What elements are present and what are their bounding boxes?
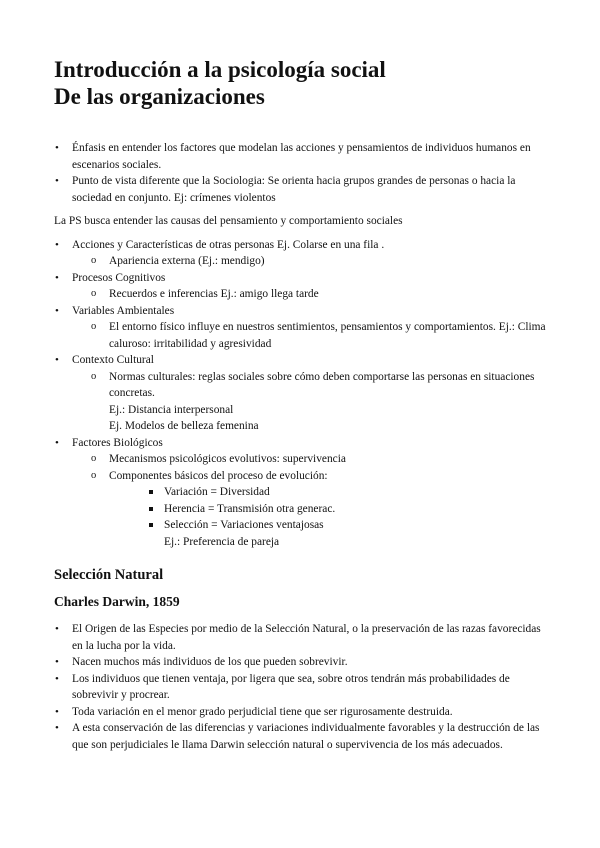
factor-item [54, 352, 550, 435]
evolution-component: Variación = Diversidad [109, 484, 550, 501]
evolution-component-text: Selección = Variaciones ventajosas [164, 519, 324, 531]
intro-bullet: • Énfasis en entender los factores que modelan las acciones y pensamientos de individuos humanos en escenarios sociales. [54, 140, 550, 173]
factor-label: Variables Ambientales [72, 304, 175, 317]
factor-sublist [72, 286, 550, 303]
factor-subitem [72, 369, 550, 435]
factor-subitem [72, 468, 550, 551]
factor-subitem: o Mecanismos psicológicos evolutivos: supervivencia [72, 451, 550, 468]
factor-label: Contexto Cultural [72, 354, 154, 366]
factor-subitem: o El entorno físico influye en nuestros sentimientos, pensamientos y comportamientos. Ej.: Clima caluroso: irritabilidad y agresividad [72, 319, 550, 352]
factor-sublist [72, 253, 550, 270]
factors-list [54, 237, 550, 551]
factor-subitem-text: Normas culturales: reglas sociales sobre cómo deben comportarse las personas en situaciones concretas. [109, 370, 535, 399]
title-line-1: Introducción a la psicología social [54, 57, 386, 82]
darwin-bullet: • El Origen de las Especies por medio de la Selección Natural, o la preservación de las razas favorecidas en la lucha por la vida. [54, 621, 550, 654]
ps-statement: La PS busca entender las causas del pensamiento y comportamiento sociales [54, 215, 403, 227]
factor-label: Acciones y Características de otras personas Ej. Colarse en una fila . [72, 238, 385, 251]
darwin-bullet: • A esta conservación de las diferencias y variaciones individualmente favorables y la destrucción de las que son perjudiciales le llama Darwin selección natural o supervivencia de los más adecuados. [54, 720, 550, 753]
section-heading: Selección Natural [54, 567, 164, 583]
factor-subitem: o Recuerdos e inferencias Ej.: amigo llega tarde [72, 286, 550, 303]
factor-item [54, 303, 550, 353]
subsection-heading: Charles Darwin, 1859 [54, 594, 180, 609]
darwin-list [54, 621, 550, 753]
factor-sublist [72, 319, 550, 352]
factor-sublist [72, 451, 550, 550]
factor-item [54, 237, 550, 270]
document-page [54, 56, 550, 753]
title-line-2: De las organizaciones [54, 84, 265, 109]
factor-sublist [72, 369, 550, 435]
evolution-components-list [109, 484, 550, 550]
factor-label: Factores Biológicos [72, 436, 163, 449]
darwin-bullet: • Toda variación en el menor grado perjudicial tiene que ser rigurosamente destruida. [54, 704, 550, 721]
factor-label: Procesos Cognitivos [72, 271, 166, 284]
factor-item [54, 270, 550, 303]
intro-list [54, 140, 550, 206]
darwin-bullet: • Nacen muchos más individuos de los que pueden sobrevivir. [54, 654, 550, 671]
example-line: Ej.: Distancia interpersonal [109, 403, 234, 416]
evolution-component [109, 517, 550, 550]
darwin-bullet: • Los individuos que tienen ventaja, por ligera que sea, sobre otros tendrán más probabilidades de sobrevivir y procrear. [54, 671, 550, 704]
evolution-component: Herencia = Transmisión otra generac. [109, 501, 550, 518]
intro-bullet: • Punto de vista diferente que la Sociologia: Se orienta hacia grupos grandes de personas o hacia la sociedad en conjunto. Ej: crímenes violentos [54, 173, 550, 206]
example-line: Ej. Modelos de belleza femenina [109, 420, 259, 432]
factor-item [54, 435, 550, 551]
page-title [54, 56, 550, 110]
example-line: Ej.: Preferencia de pareja [164, 535, 280, 548]
factor-subitem-text: Componentes básicos del proceso de evolución: [109, 469, 328, 482]
factor-subitem: o Apariencia externa (Ej.: mendigo) [72, 253, 550, 270]
